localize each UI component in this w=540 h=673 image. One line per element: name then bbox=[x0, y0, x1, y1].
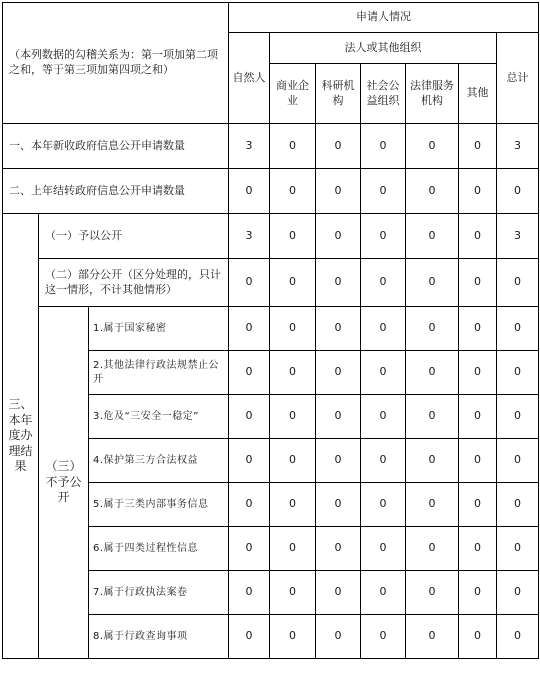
header-social: 社会公益组织 bbox=[361, 64, 406, 124]
cell-value: 0 bbox=[361, 395, 406, 439]
cell-value: 3 bbox=[497, 214, 539, 259]
cell-value: 0 bbox=[270, 124, 316, 169]
cell-value: 0 bbox=[497, 483, 539, 527]
cell-value: 0 bbox=[316, 483, 361, 527]
cell-value: 0 bbox=[497, 307, 539, 351]
cell-value: 0 bbox=[229, 615, 270, 659]
cell-value: 0 bbox=[361, 259, 406, 307]
header-note: （本列数据的勾稽关系为：第一项加第二项之和，等于第三项加第四项之和） bbox=[3, 3, 229, 124]
row-label: 一、本年新收政府信息公开申请数量 bbox=[3, 124, 229, 169]
cell-value: 0 bbox=[459, 351, 497, 395]
cell-value: 0 bbox=[270, 351, 316, 395]
table-row bbox=[3, 214, 539, 259]
cell-value: 0 bbox=[361, 124, 406, 169]
cell-value: 0 bbox=[406, 615, 459, 659]
cell-value: 0 bbox=[316, 259, 361, 307]
header-commercial: 商业企业 bbox=[270, 64, 316, 124]
cell-value: 0 bbox=[459, 124, 497, 169]
cell-value: 0 bbox=[406, 214, 459, 259]
header-legal-group: 法人或其他组织 bbox=[270, 33, 497, 64]
cell-value: 0 bbox=[361, 351, 406, 395]
cell-value: 0 bbox=[361, 214, 406, 259]
cell-value: 0 bbox=[270, 527, 316, 571]
cell-value: 0 bbox=[459, 214, 497, 259]
disclosure-table bbox=[2, 2, 539, 659]
cell-value: 0 bbox=[361, 439, 406, 483]
table-row bbox=[3, 259, 539, 307]
header-research: 科研机构 bbox=[316, 64, 361, 124]
cell-value: 0 bbox=[497, 395, 539, 439]
cell-value: 0 bbox=[270, 395, 316, 439]
cell-value: 0 bbox=[361, 483, 406, 527]
row-label: 1.属于国家秘密 bbox=[89, 307, 229, 351]
cell-value: 0 bbox=[361, 615, 406, 659]
cell-value: 0 bbox=[270, 169, 316, 214]
cell-value: 0 bbox=[406, 351, 459, 395]
cell-value: 0 bbox=[361, 527, 406, 571]
header-applicant-situation: 申请人情况 bbox=[229, 3, 539, 33]
cell-value: 3 bbox=[497, 124, 539, 169]
cell-value: 0 bbox=[459, 527, 497, 571]
cell-value: 0 bbox=[270, 571, 316, 615]
cell-value: 0 bbox=[459, 571, 497, 615]
cell-value: 0 bbox=[361, 307, 406, 351]
header-total: 总计 bbox=[497, 33, 539, 124]
not-public-label: （三）不予公开 bbox=[39, 307, 89, 659]
cell-value: 0 bbox=[406, 483, 459, 527]
cell-value: 0 bbox=[229, 307, 270, 351]
cell-value: 3 bbox=[229, 124, 270, 169]
cell-value: 0 bbox=[316, 395, 361, 439]
cell-value: 0 bbox=[316, 307, 361, 351]
cell-value: 0 bbox=[406, 439, 459, 483]
header-other: 其他 bbox=[459, 64, 497, 124]
row-label: （一）予以公开 bbox=[39, 214, 229, 259]
cell-value: 0 bbox=[406, 124, 459, 169]
cell-value: 0 bbox=[459, 483, 497, 527]
cell-value: 0 bbox=[270, 615, 316, 659]
cell-value: 0 bbox=[229, 169, 270, 214]
cell-value: 0 bbox=[316, 615, 361, 659]
cell-value: 0 bbox=[316, 214, 361, 259]
cell-value: 0 bbox=[229, 351, 270, 395]
cell-value: 0 bbox=[497, 439, 539, 483]
cell-value: 0 bbox=[316, 124, 361, 169]
row-label: 4.保护第三方合法权益 bbox=[89, 439, 229, 483]
row-label: 7.属于行政执法案卷 bbox=[89, 571, 229, 615]
cell-value: 0 bbox=[406, 169, 459, 214]
cell-value: 0 bbox=[270, 439, 316, 483]
header-natural-person: 自然人 bbox=[229, 33, 270, 124]
cell-value: 0 bbox=[406, 571, 459, 615]
cell-value: 0 bbox=[497, 351, 539, 395]
cell-value: 0 bbox=[316, 169, 361, 214]
cell-value: 0 bbox=[459, 259, 497, 307]
cell-value: 0 bbox=[497, 571, 539, 615]
cell-value: 0 bbox=[459, 615, 497, 659]
cell-value: 0 bbox=[406, 395, 459, 439]
cell-value: 0 bbox=[497, 615, 539, 659]
cell-value: 0 bbox=[497, 259, 539, 307]
cell-value: 0 bbox=[459, 169, 497, 214]
cell-value: 0 bbox=[270, 307, 316, 351]
cell-value: 0 bbox=[406, 307, 459, 351]
table-row bbox=[3, 169, 539, 214]
cell-value: 0 bbox=[270, 259, 316, 307]
row-label: 6.属于四类过程性信息 bbox=[89, 527, 229, 571]
row-label: 2.其他法律行政法规禁止公开 bbox=[89, 351, 229, 395]
cell-value: 0 bbox=[361, 571, 406, 615]
row-label: 二、上年结转政府信息公开申请数量 bbox=[3, 169, 229, 214]
cell-value: 3 bbox=[229, 214, 270, 259]
cell-value: 0 bbox=[316, 527, 361, 571]
cell-value: 0 bbox=[229, 527, 270, 571]
cell-value: 0 bbox=[459, 439, 497, 483]
cell-value: 0 bbox=[406, 259, 459, 307]
table-row bbox=[3, 124, 539, 169]
cell-value: 0 bbox=[459, 307, 497, 351]
cell-value: 0 bbox=[229, 571, 270, 615]
cell-value: 0 bbox=[316, 351, 361, 395]
row-label: 8.属于行政查询事项 bbox=[89, 615, 229, 659]
row-label: 5.属于三类内部事务信息 bbox=[89, 483, 229, 527]
header-legal-service: 法律服务机构 bbox=[406, 64, 459, 124]
cell-value: 0 bbox=[406, 527, 459, 571]
cell-value: 0 bbox=[229, 259, 270, 307]
cell-value: 0 bbox=[497, 169, 539, 214]
cell-value: 0 bbox=[229, 395, 270, 439]
cell-value: 0 bbox=[316, 571, 361, 615]
row-label: （二）部分公开（区分处理的，只计这一情形，不计其他情形） bbox=[39, 259, 229, 307]
cell-value: 0 bbox=[459, 395, 497, 439]
cell-value: 0 bbox=[229, 439, 270, 483]
section3-label: 三、本年度办理结果 bbox=[3, 214, 39, 659]
cell-value: 0 bbox=[361, 169, 406, 214]
table-row bbox=[3, 307, 539, 351]
cell-value: 0 bbox=[229, 483, 270, 527]
cell-value: 0 bbox=[270, 483, 316, 527]
cell-value: 0 bbox=[497, 527, 539, 571]
cell-value: 0 bbox=[316, 439, 361, 483]
row-label: 3.危及“三安全一稳定” bbox=[89, 395, 229, 439]
cell-value: 0 bbox=[270, 214, 316, 259]
